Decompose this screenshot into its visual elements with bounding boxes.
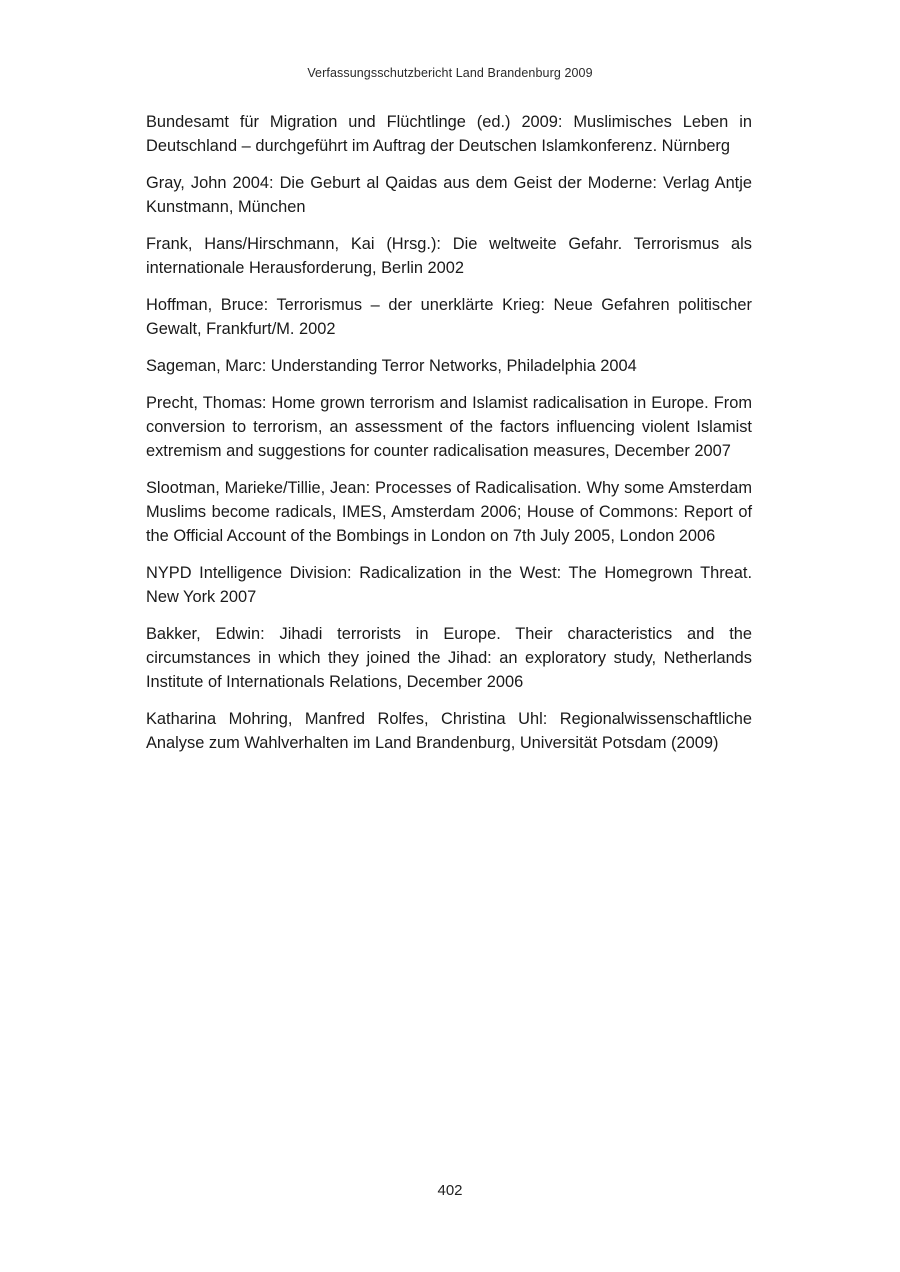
reference-entry: Hoffman, Bruce: Terrorismus – der unerklärte Krieg: Neue Gefahren politischer Gewalt, Frankfurt/M. 2002 [146,296,752,338]
reference-entry: Precht, Thomas: Home grown terrorism and Islamist radicalisation in Europe. From conversion to terrorism, an assessment of the factors influencing violent Islamist extremism and suggestions for counter radicalisation measures, December 2007 [146,394,752,460]
reference-entry: NYPD Intelligence Division: Radicalization in the West: The Homegrown Threat. New York 2007 [146,564,752,606]
reference-entry: Slootman, Marieke/Tillie, Jean: Processes of Radicalisation. Why some Amsterdam Muslims become radicals, IMES, Amsterdam 2006; House of Commons: Report of the Official Account of the Bombings in London on 7th July 2005, London 2006 [146,479,752,545]
reference-entry: Bundesamt für Migration und Flüchtlinge (ed.) 2009: Muslimisches Leben in Deutschland – durchgeführt im Auftrag der Deutschen Islamkonferenz. Nürnberg [146,113,752,155]
reference-entry: Frank, Hans/Hirschmann, Kai (Hrsg.): Die weltweite Gefahr. Terrorismus als internationale Herausforderung, Berlin 2002 [146,235,752,277]
page-number: 402 [437,1182,463,1199]
running-header: Verfassungsschutzbericht Land Brandenburg 2009 [307,66,593,80]
reference-entry: Katharina Mohring, Manfred Rolfes, Christina Uhl: Regionalwissenschaftliche Analyse zum Wahlverhalten im Land Brandenburg, Universität Potsdam (2009) [146,710,752,752]
reference-entry: Sageman, Marc: Understanding Terror Networks, Philadelphia 2004 [146,357,637,375]
reference-list [146,110,752,768]
reference-entry: Gray, John 2004: Die Geburt al Qaidas aus dem Geist der Moderne: Verlag Antje Kunstmann, München [146,174,752,216]
reference-entry: Bakker, Edwin: Jihadi terrorists in Europe. Their characteristics and the circumstances in which they joined the Jihad: an exploratory study, Netherlands Institute of Internationals Relations, December 2006 [146,625,752,691]
